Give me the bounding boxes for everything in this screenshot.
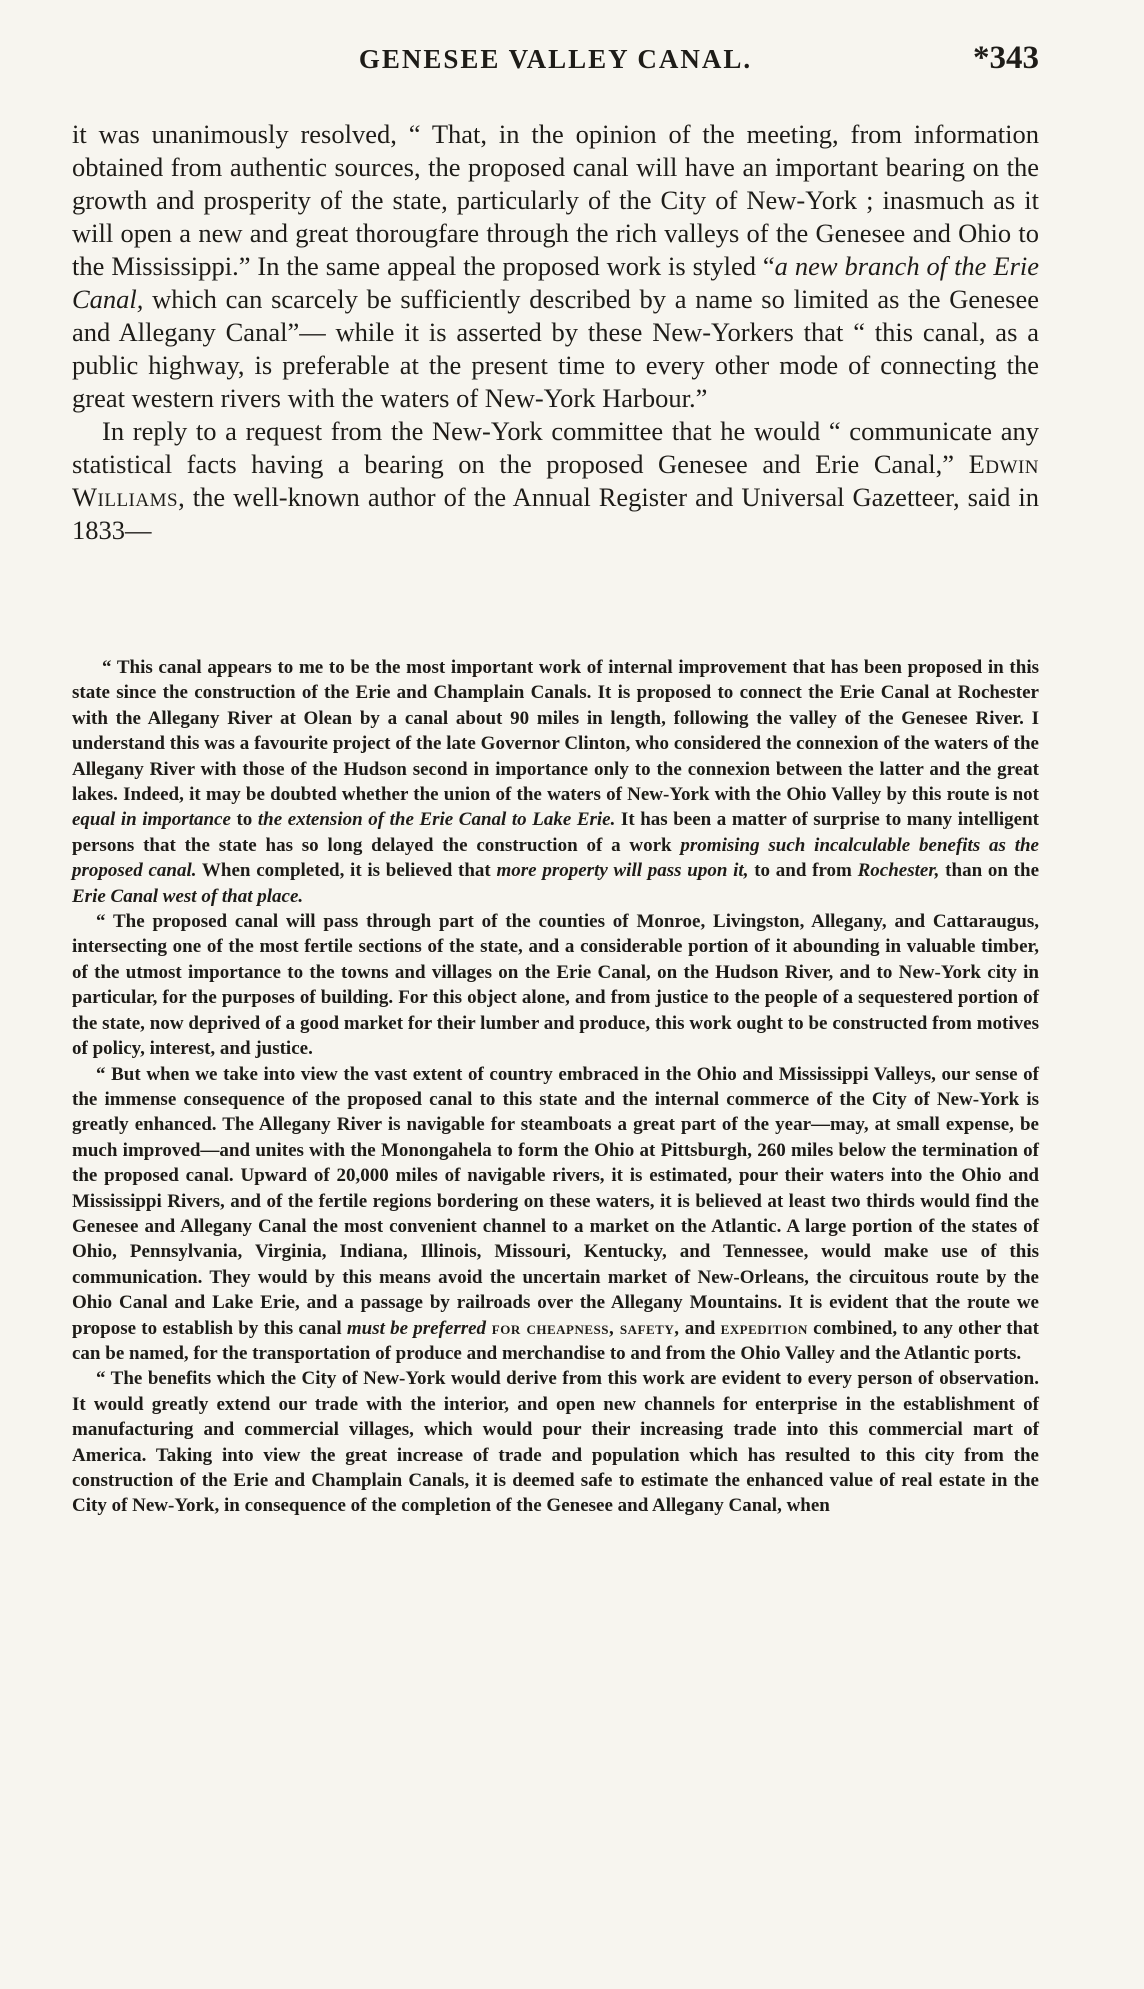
block-quote [72,655,1039,1519]
text-run: It has been a matter of surprise to many intelligent persons that the state has so long delayed the construction of a work [72,809,1039,856]
text-run: In reply to a request from the New-York committee that he would “ communicate any statistical facts having a bearing on the proposed Genesee and Erie Canal,” [72,416,1039,479]
text-run: to [230,809,258,831]
quote-paragraph-3 [72,1062,1039,1367]
text-run: than on the [939,860,1040,882]
running-head: GENESEE VALLEY CANAL. [358,44,753,74]
text-run: to and from [748,860,858,882]
text-run: it was unanimously resolved, “ That, in the opinion of the meeting, from information obtained from authentic sources, the proposed canal will have an important bearing on the growth and prosperity of the state, particularly of the City of New-York ; inasmuch as it will open a new and great thorougfare through the rich valleys of the Genesee and Ohio to the Mississippi.” In the same appeal the proposed work is styled “ [72,119,1039,281]
text-run: and [679,1317,721,1339]
italic-run: equal in importance [72,809,231,831]
page-number: *343 [973,40,1039,76]
italic-run: must be preferred [346,1317,487,1339]
small-caps-run: for cheapness, safety, [486,1317,680,1339]
quote-paragraph-1 [72,655,1039,909]
page-header [72,40,1039,90]
italic-run: the extension of the Erie Canal to Lake Erie. [257,809,616,831]
italic-run: a new branch of the Erie Canal, [72,251,1040,314]
paragraph-2 [72,415,1039,547]
italic-run: more property will pass upon it, [496,860,749,882]
main-text [72,118,1039,547]
text-run: “ This canal appears to me to be the most important work of internal improvement that has been proposed in this state since the construction of the Erie and Champlain Canals. It is proposed to connect the Erie Canal at Rochester with the Allegany River at Olean by a canal about 90 miles in length, following the valley of the Genesee River. I understand this was a favourite project of the late Governor Clinton, who considered the connexion of the waters of the Allegany River with those of the Hudson second in importance only to the connexion between the latter and the great lakes. Indeed, it may be doubted whether the union of the waters of New-York with the Ohio Valley by this route is not [72,657,1039,806]
small-caps-run: expedition [720,1317,808,1339]
italic-run: Erie Canal west of that place. [72,885,304,907]
author-name: Edwin Williams [72,449,1039,512]
text-run: When completed, it is believed that [196,860,497,882]
quote-paragraph-4: “ The benefits which the City of New-York would derive from this work are evident to every person of observation. It would greatly extend our trade with the interior, and open new channels for enterprise in the establishment of manufacturing and commercial villages, which would pour their increasing trade into this commercial mart of America. Taking into view the great increase of trade and population which has resulted to this city from the construction of the Erie and Champlain Canals, it is deemed safe to estimate the enhanced value of real estate in the City of New-York, in consequence of the completion of the Genesee and Allegany Canal, when [72,1368,1039,1517]
text-run: “ But when we take into view the vast extent of country embraced in the Ohio and Mississippi Valleys, our sense of the immense consequence of the proposed canal to this state and the internal commerce of the City of New-York is greatly enhanced. The Allegany River is navigable for steamboats a great part of the year—may, at small expense, be much improved—and unites with the Monongahela to form the Ohio at Pittsburgh, 260 miles below the termination of the proposed canal. Upward of 20,000 miles of navigable rivers, it is estimated, pour their waters into the Ohio and Mississippi Rivers, and of the fertile regions bordering on these waters, it is believed at least two thirds would find the Genesee and Allegany Canal the most convenient channel to a market on the Atlantic. A large portion of the states of Ohio, Pennsylvania, Virginia, Indiana, Illinois, Missouri, Kentucky, and Tennessee, would make use of this communication. They would by this means avoid the uncertain market of New-Orleans, the circuitous route by the Ohio Canal and Lake Erie, and a passage by railroads over the Allegany Mountains. It is evident that the route we propose to establish by this canal [72,1063,1039,1339]
text-run: which can scarcely be sufficiently described by a name so limited as the Genesee and Allegany Canal”— while it is asserted by these New-Yorkers that “ this canal, as a public highway, is preferable at the present time to every other mode of connecting the great western rivers with the waters of New-York Harbour.” [72,284,1039,413]
italic-run: promising such incalculable benefits as the proposed canal. [72,834,1039,882]
text-run: , the well-known author of the Annual Register and Universal Gazetteer, said in 1833— [72,482,1039,545]
quote-paragraph-2: “ The proposed canal will pass through part of the counties of Monroe, Livingston, Allegany, and Cattaraugus, intersecting one of the most fertile sections of the state, and a considerable portion of it abounding in valuable timber, of the utmost importance to the towns and villages on the Erie Canal, on the Hudson River, and to New-York city in particular, for the purposes of building. For this object alone, and from justice to the people of a sequestered portion of the state, now deprived of a good market for their lumber and produce, this work ought to be constructed from motives of policy, interest, and justice. [72,911,1039,1060]
text-run: combined, to any other that can be named, for the transportation of produce and merchandise to and from the Ohio Valley and the Atlantic ports. [72,1317,1039,1364]
italic-run: Rochester, [857,860,940,882]
paragraph-1 [72,118,1039,415]
